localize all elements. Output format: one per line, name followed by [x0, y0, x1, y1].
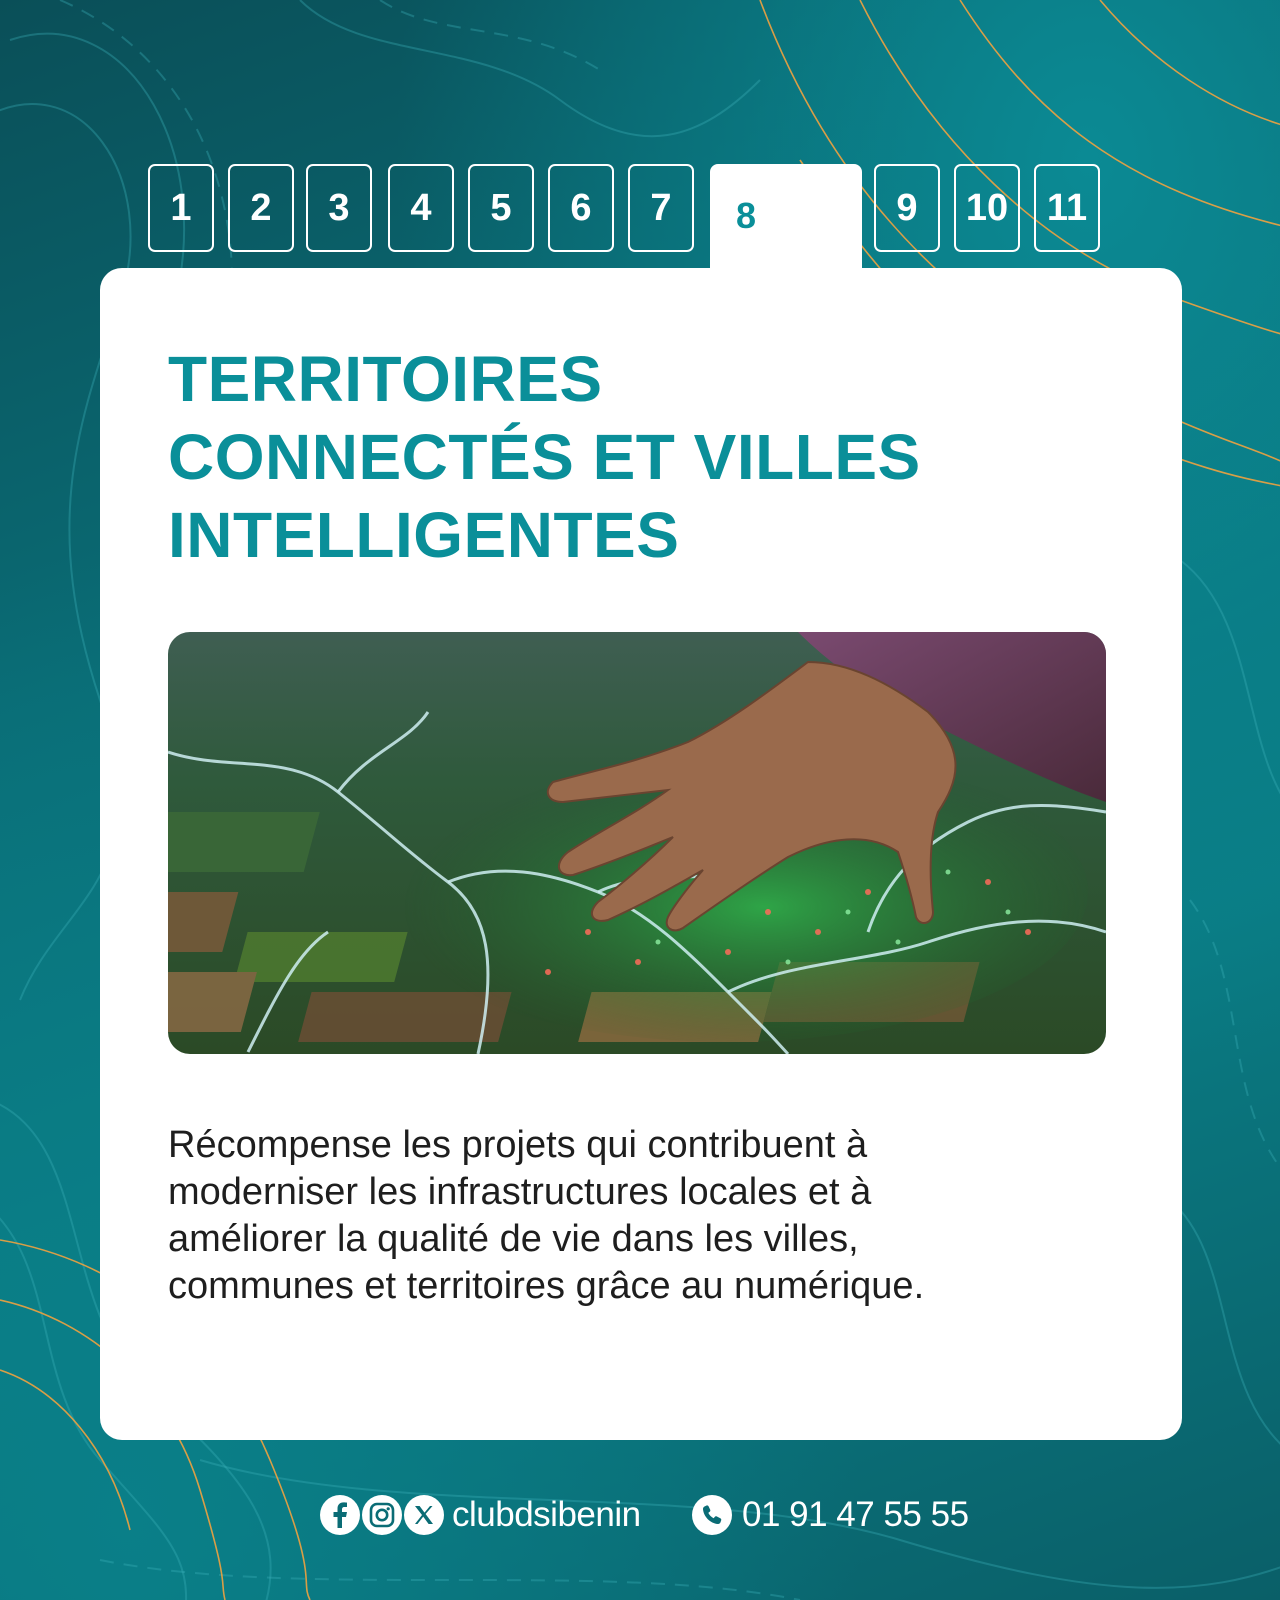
social-links [320, 1495, 641, 1535]
tab-1[interactable]: 1 [148, 164, 214, 252]
description-line: Récompense les projets qui contribuent à [168, 1124, 868, 1166]
hero-image [168, 632, 1106, 1054]
tab-2[interactable]: 2 [228, 164, 294, 252]
content-card [100, 268, 1182, 1440]
title-line: TERRITOIRES [168, 343, 603, 415]
tab-4[interactable]: 4 [388, 164, 454, 252]
description-line: communes et territoires grâce au numérique. [168, 1265, 925, 1307]
description-line: moderniser les infrastructures locales et à [168, 1171, 872, 1213]
tab-7[interactable]: 7 [628, 164, 694, 252]
facebook-icon[interactable] [320, 1495, 360, 1535]
description [168, 1122, 1098, 1310]
tab-5[interactable]: 5 [468, 164, 534, 252]
tab-6[interactable]: 6 [548, 164, 614, 252]
tab-11[interactable]: 11 [1034, 164, 1100, 252]
phone-contact [692, 1495, 969, 1535]
tab-10[interactable]: 10 [954, 164, 1020, 252]
tab-3[interactable]: 3 [306, 164, 372, 252]
phone-icon [692, 1495, 732, 1535]
page-title [168, 340, 1068, 574]
title-line: CONNECTÉS ET VILLES [168, 421, 921, 493]
title-line: INTELLIGENTES [168, 499, 680, 571]
instagram-icon[interactable] [362, 1495, 402, 1535]
tab-8[interactable]: 8 [710, 164, 862, 268]
phone-number[interactable]: 01 91 47 55 55 [742, 1495, 969, 1534]
x-icon[interactable] [404, 1495, 444, 1535]
social-handle[interactable]: clubdsibenin [452, 1495, 641, 1534]
tab-9[interactable]: 9 [874, 164, 940, 252]
footer [0, 1492, 1280, 1542]
description-line: améliorer la qualité de vie dans les villes, [168, 1218, 859, 1260]
